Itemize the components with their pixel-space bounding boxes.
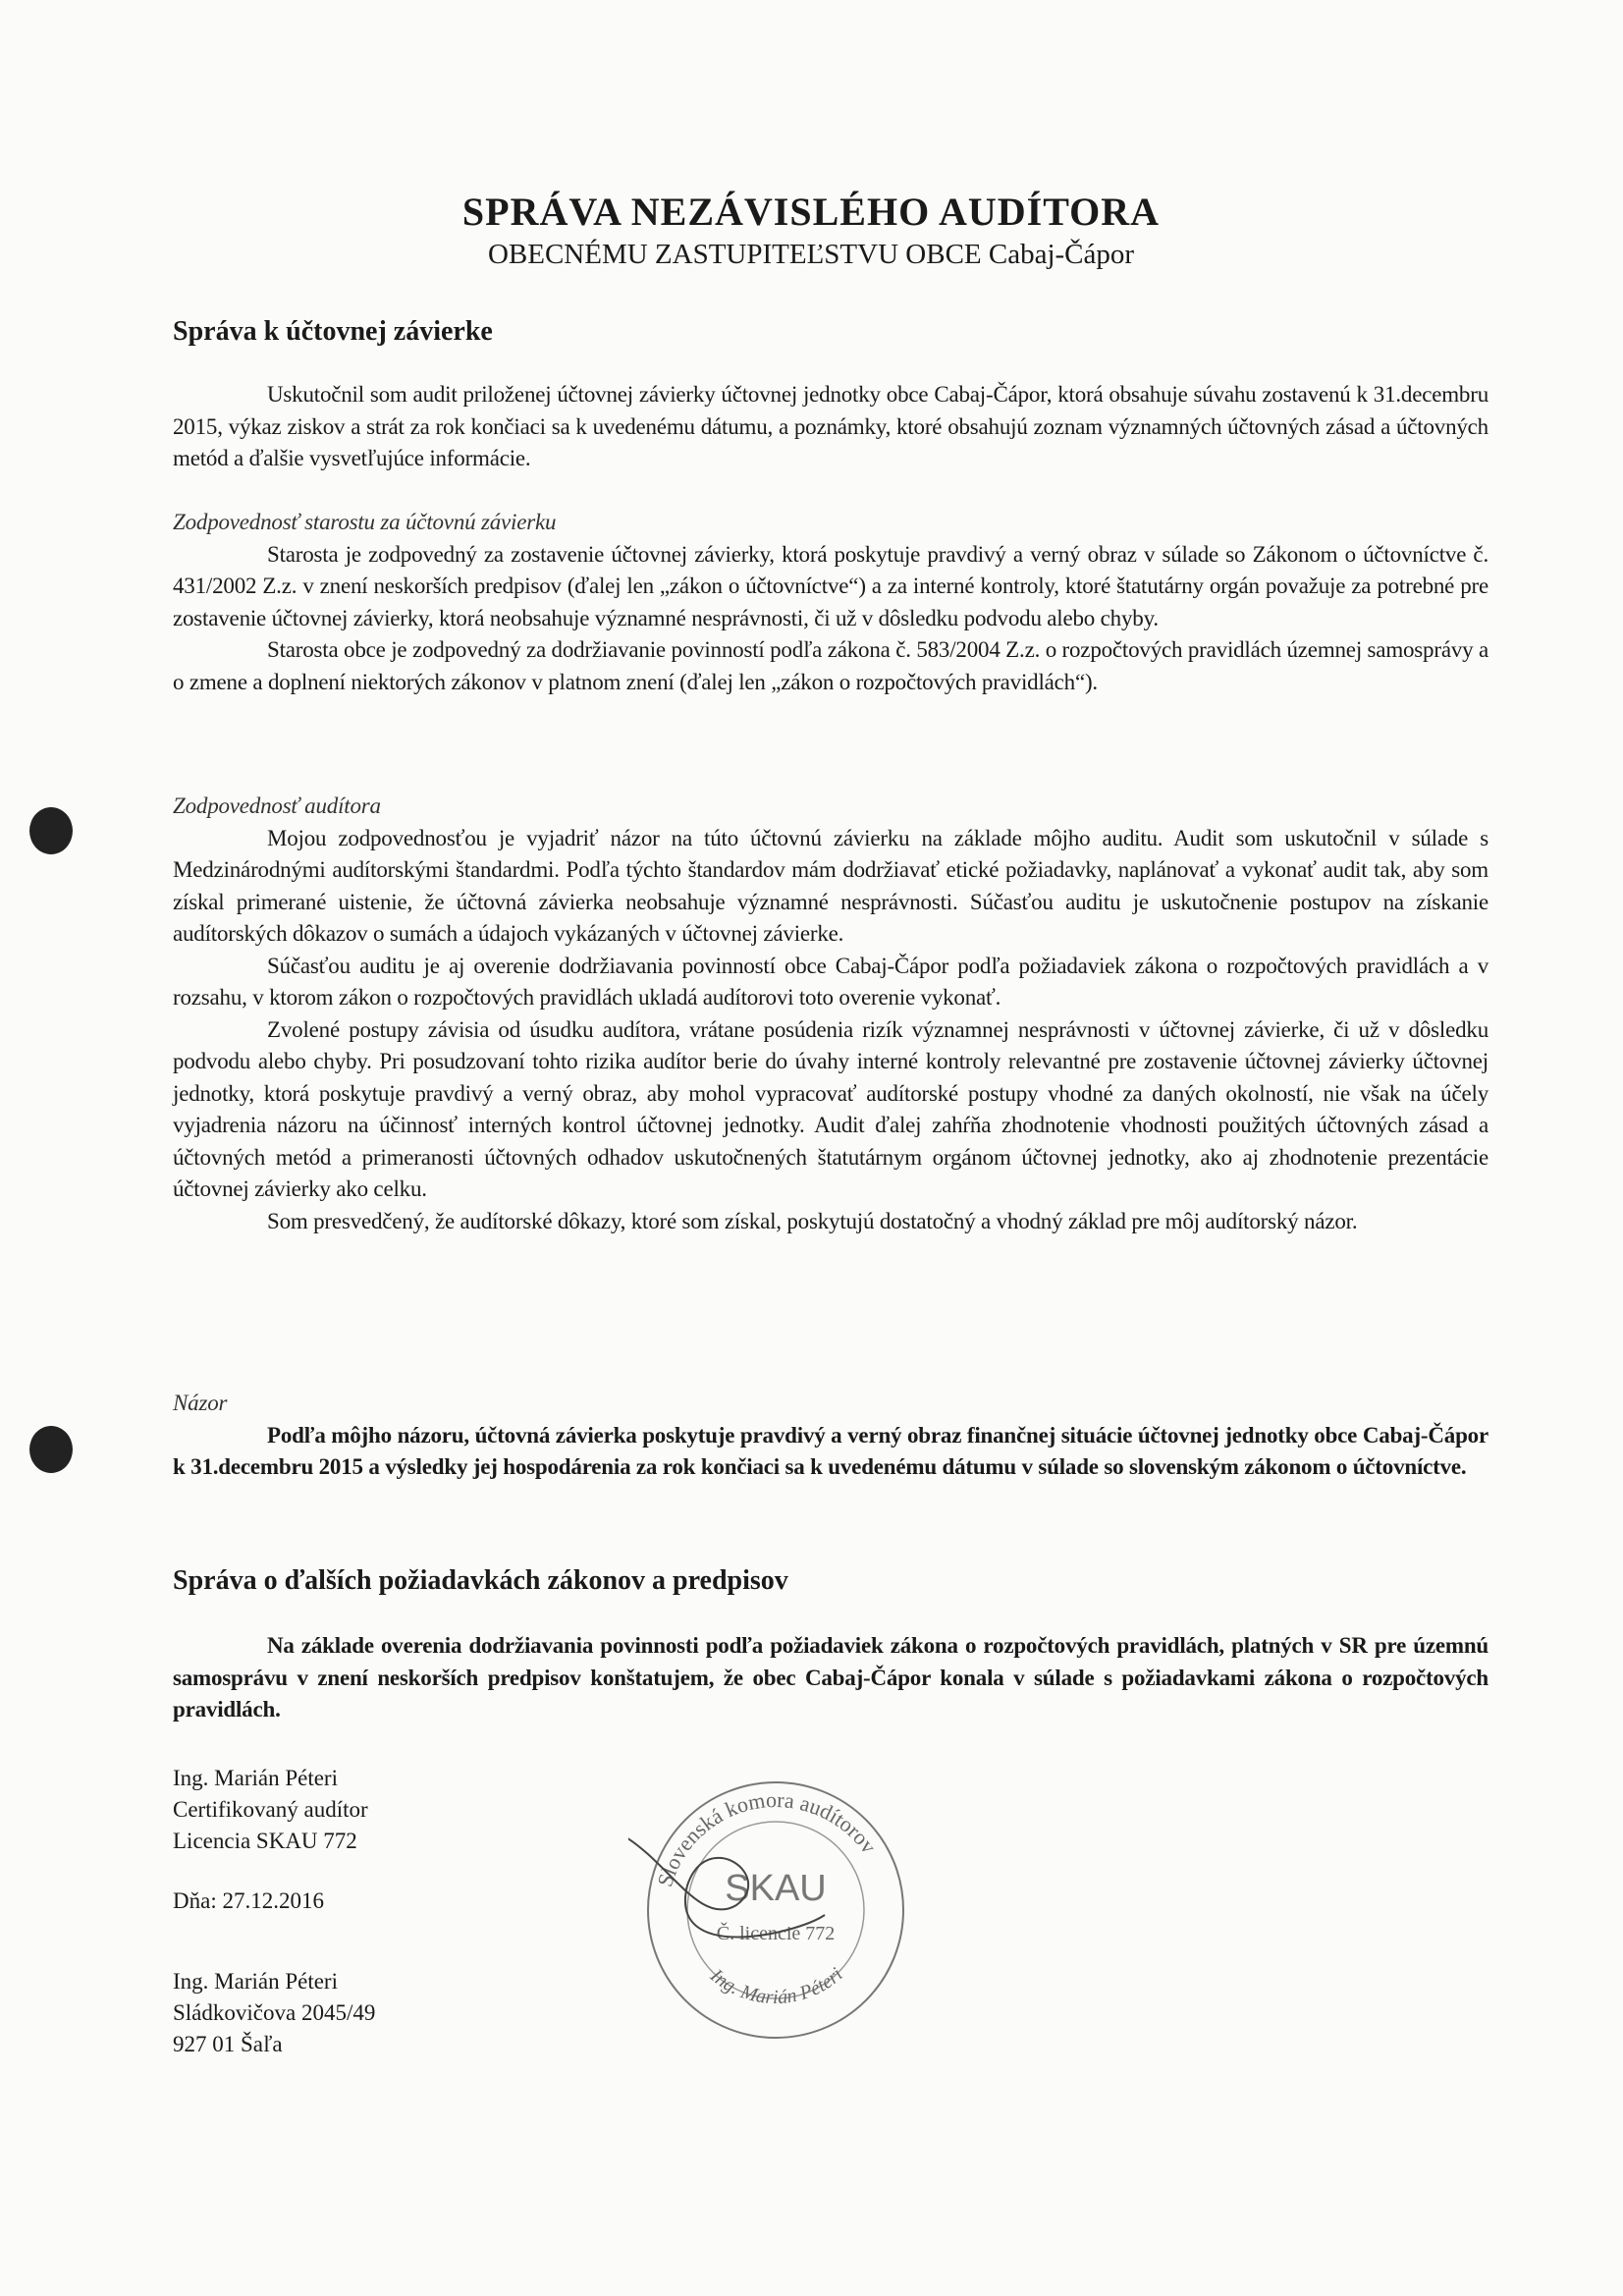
svg-text:Ing. Marián Péteri: Ing. Marián Péteri bbox=[706, 1963, 847, 2009]
auditor-role: Certifikovaný audítor bbox=[173, 1797, 368, 1822]
mayor-paragraph-1: Starosta je zodpovedný za zostavenie účtovnej závierky, ktorá poskytuje pravdivý a verný obraz v súlade so Zákonom o účtovníctve č. 431/2002 Z.z. v znení neskorších predpisov (ďalej len „zákon o účtovníctve“) a za interné kontroly, ktoré štatutárny orgán považuje za potrebné pre zostavenie účtovnej závierky, ktorá neobsahuje významné nesprávnosti, či už v dôsledku podvodu alebo chyby. bbox=[173, 541, 1488, 630]
punch-hole-bottom bbox=[29, 1426, 73, 1473]
section-heading-financial-statements: Správa k účtovnej závierke bbox=[173, 316, 493, 347]
address-city: 927 01 Šaľa bbox=[173, 2032, 283, 2056]
auditor-license: Licencia SKAU 772 bbox=[173, 1829, 357, 1853]
auditor-responsibility-block bbox=[173, 791, 1488, 1237]
mayor-responsibility-heading: Zodpovednosť starostu za účtovnú závierku bbox=[173, 510, 557, 534]
auditor-responsibility-heading: Zodpovednosť audítora bbox=[173, 793, 381, 818]
section-heading-other-requirements: Správa o ďalších požiadavkách zákonov a predpisov bbox=[173, 1565, 788, 1596]
auditor-paragraph-1: Mojou zodpovednosťou je vyjadriť názor na túto účtovnú závierku na základe môjho auditu. Audit som uskutočnil v súlade s Medzinárodnými audítorskými štandardmi. Podľa týchto štandardov mám dodržiavať etické požiadavky, naplánovať a vykonať audit tak, aby som získal primerané uistenie, že účtovná závierka neobsahuje významné nesprávnosti. Súčasťou auditu je uskutočnenie postupov na získanie audítorských dôkazov o sumách a údajoch vykázaných v účtovnej závierke. bbox=[173, 825, 1488, 946]
intro-paragraph bbox=[173, 379, 1488, 475]
auditor-paragraph-4: Som presvedčený, že audítorské dôkazy, ktoré som získal, poskytujú dostatočný a vhodný základ pre môj audítorský názor. bbox=[267, 1208, 1358, 1233]
opinion-heading: Názor bbox=[173, 1391, 228, 1415]
report-date: Dňa: 27.12.2016 bbox=[173, 1888, 324, 1913]
auditor-name: Ing. Marián Péteri bbox=[173, 1766, 338, 1790]
document-subtitle: OBECNÉMU ZASTUPITEĽSTVU OBCE Cabaj-Čápor bbox=[487, 239, 1135, 270]
punch-hole-top bbox=[29, 807, 73, 854]
intro-text: Uskutočnil som audit priloženej účtovnej závierky účtovnej jednotky obce Cabaj-Čápor, ktorá obsahuje súvahu zostavenú k 31.decembru 2015, výkaz ziskov a strát za rok končiaci sa k uvedenému dátumu, a poznámky, ktoré obsahujú zoznam významných účtovných zásad a účtovných metód a ďalšie vysvetľujúce informácie. bbox=[173, 382, 1488, 470]
svg-text:Č. licencie 772: Č. licencie 772 bbox=[716, 1923, 836, 1944]
auditor-paragraph-3: Zvolené postupy závisia od úsudku audítora, vrátane posúdenia rizík významnej nesprávnosti v účtovnej závierke, či už v dôsledku podvodu alebo chyby. Pri posudzovaní tohto rizika audítor berie do úvahy interné kontroly relevantné pre zostavenie účtovnej závierky účtovnej jednotky, ktorá poskytuje pravdivý a verný obraz, aby mohol vypracovať audítorské postupy vhodné za daných okolností, nie však na účely vyjadrenia názoru na účinnosť interných kontrol účtovnej jednotky. Audit ďalej zahŕňa zhodnotenie vhodnosti použitých účtovných zásad a účtovných metód a primeranosti účtovných odhadov uskutočnených štatutárnym orgánom účtovnej jednotky, ako aj zhodnotenie prezentácie účtovnej závierky ako celku. bbox=[173, 1016, 1488, 1201]
opinion-paragraph: Podľa môjho názoru, účtovná závierka poskytuje pravdivý a verný obraz finančnej situácie účtovnej jednotky obce Cabaj-Čápor k 31.decembru 2015 a výsledky jej hospodárenia za rok končiaci sa k uvedenému dátumu v súlade so slovenským zákonom o účtovníctve. bbox=[173, 1422, 1488, 1479]
document-title: SPRÁVA NEZÁVISLÉHO AUDÍTORA bbox=[461, 190, 1161, 234]
auditor-signature-block bbox=[173, 1763, 368, 1857]
auditor-address-block bbox=[173, 1966, 375, 2060]
mayor-paragraph-2: Starosta obce je zodpovedný za dodržiavanie povinností podľa zákona č. 583/2004 Z.z. o rozpočtových pravidlách územnej samosprávy a o zmene a doplnení niektorých zákonov v platnom znení (ďalej len „zákon o rozpočtových pravidlách“). bbox=[173, 637, 1488, 694]
address-name: Ing. Marián Péteri bbox=[173, 1969, 338, 1994]
svg-text:SKAU: SKAU bbox=[725, 1868, 827, 1909]
auditor-paragraph-2: Súčasťou auditu je aj overenie dodržiavania povinností obce Cabaj-Čápor podľa požiadaviek zákona o rozpočtových pravidlách a v rozsahu, v ktorom zákon o rozpočtových pravidlách ukladá audítorovi toto overenie vykonať. bbox=[173, 953, 1488, 1010]
opinion-block bbox=[173, 1388, 1488, 1484]
auditor-stamp bbox=[628, 1768, 923, 2043]
mayor-responsibility-block bbox=[173, 507, 1488, 698]
other-requirements-paragraph: Na základe overenia dodržiavania povinnosti podľa požiadaviek zákona o rozpočtových pravidlách, platných v SR pre územnú samosprávu v znení neskorších predpisov konštatujem, že obec Cabaj-Čápor konala v súlade s požiadavkami zákona o rozpočtových pravidlách. bbox=[173, 1633, 1488, 1722]
svg-text:Slovenská komora audítorov: Slovenská komora audítorov bbox=[652, 1786, 882, 1890]
other-requirements-block bbox=[173, 1630, 1488, 1726]
address-street: Sládkovičova 2045/49 bbox=[173, 2000, 376, 2025]
